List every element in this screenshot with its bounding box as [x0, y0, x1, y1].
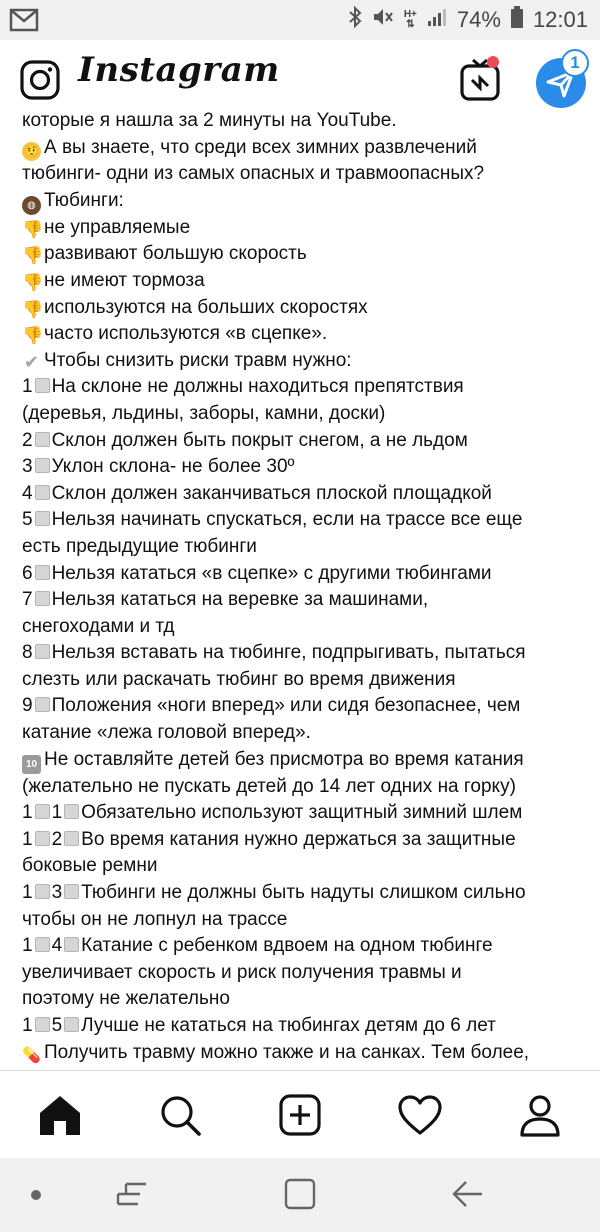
list-number: 1: [22, 882, 33, 904]
keycap-box-icon: [35, 697, 50, 712]
caption-line-text: Тюбинги:: [44, 189, 124, 211]
face-emoji-icon: 🤨: [22, 142, 41, 161]
direct-unread-badge: 1: [561, 49, 589, 77]
list-number: 5: [51, 1015, 63, 1036]
caption-line-text: часто используются «в сцепке».: [44, 323, 328, 345]
thumb-emoji-icon: 👎: [22, 219, 44, 239]
caption-line: [22, 428, 592, 455]
keycap-box-icon: [35, 591, 50, 606]
caption-line: [22, 481, 592, 508]
keycap-ten-icon: 10: [22, 755, 41, 774]
email-notification-icon: [10, 9, 38, 36]
keycap-box-icon: [35, 458, 50, 473]
caption-line: [22, 1013, 592, 1040]
signal-icon: [427, 7, 447, 33]
caption-line: [22, 907, 592, 934]
profile-icon[interactable]: [516, 1091, 564, 1139]
home-icon[interactable]: [36, 1091, 84, 1139]
caption-line-text: Склон должен заканчиваться плоской площадкой: [51, 482, 492, 504]
keycap-box-icon: [35, 644, 50, 659]
caption-line: [22, 774, 592, 801]
dot-indicator-icon: [30, 1188, 42, 1206]
caption-line-text: есть предыдущие тюбинги: [22, 535, 257, 557]
keycap-box-icon: [64, 884, 79, 899]
bottom-tab-bar: [0, 1070, 600, 1159]
keycap-box-icon: [35, 884, 50, 899]
caption-line-text: Нельзя кататься на веревке за машинами,: [51, 589, 429, 611]
caption-line-text: Во время катания нужно держаться за защитные: [81, 828, 516, 850]
caption-line-text: слезть или раскачать тюбинг во время движения: [22, 668, 456, 690]
caption-line: [22, 640, 592, 667]
list-number: 1: [22, 935, 33, 957]
camera-icon[interactable]: [20, 60, 60, 105]
caption-line-text: боковые ремни: [22, 855, 158, 877]
igtv-notification-dot: [487, 56, 499, 68]
caption-line-text: А вы знаете, что среди всех зимних развлечений: [44, 136, 477, 158]
caption-line-text: Положения «ноги вперед» или сидя безопаснее, чем: [51, 695, 521, 717]
caption-line-text: Уклон склона- не более 30º: [51, 456, 295, 478]
instagram-logo: Instagram: [78, 50, 280, 90]
keycap-box-icon: [35, 1017, 50, 1032]
caption-line-text: (желательно не пускать детей до 14 лет одних на горку): [22, 775, 516, 797]
list-number: 3: [51, 882, 63, 904]
home-nav-icon[interactable]: [284, 1176, 316, 1217]
thumb-emoji-icon: 👎: [22, 326, 44, 346]
caption-line-text: поэтому не желательно: [22, 988, 230, 1010]
list-number: 1: [22, 376, 33, 398]
keycap-box-icon: [35, 511, 50, 526]
activity-heart-icon[interactable]: [396, 1091, 444, 1139]
caption-line-text: увеличивает скорость и риск получения травмы и: [22, 961, 462, 983]
keycap-box-icon: [35, 432, 50, 447]
post-caption: [0, 110, 600, 1070]
keycap-box-icon: [35, 937, 50, 952]
caption-line: [22, 880, 592, 907]
network-type-icon: H+ ⇅: [403, 9, 417, 30]
caption-line-text: чтобы он не лопнул на трассе: [22, 908, 288, 930]
donut-emoji-icon: ◍: [22, 196, 41, 215]
thumb-emoji-icon: 👎: [22, 272, 44, 292]
caption-line-text: Нельзя начинать спускаться, если на трассе все еще: [51, 509, 523, 531]
keycap-box-icon: [35, 565, 50, 580]
list-number: 1: [22, 802, 33, 824]
caption-line: [22, 161, 592, 188]
caption-line: [22, 374, 592, 401]
keycap-box-icon: [64, 831, 79, 846]
recent-apps-icon[interactable]: [116, 1176, 148, 1217]
list-number: 6: [22, 562, 33, 584]
keycap-box-icon: [35, 485, 50, 500]
list-number: 1: [22, 828, 33, 850]
keycap-box-icon: [64, 1017, 79, 1032]
list-number: 9: [22, 695, 33, 717]
caption-line: [22, 827, 592, 854]
caption-line: [22, 215, 592, 242]
pill-emoji-icon: 💊: [22, 1046, 41, 1064]
caption-line: [22, 986, 592, 1013]
new-post-icon[interactable]: [276, 1091, 324, 1139]
keycap-box-icon: [64, 937, 79, 952]
caption-line-text: Не оставляйте детей без присмотра во время катания: [44, 748, 524, 770]
battery-percent: 74%: [456, 7, 501, 32]
system-navigation-bar: [0, 1158, 600, 1232]
list-number: 4: [22, 482, 33, 504]
keycap-box-icon: [64, 804, 79, 819]
caption-line: [22, 614, 592, 641]
caption-line: [22, 295, 592, 322]
caption-line: [22, 454, 592, 481]
caption-line: [22, 241, 592, 268]
caption-line-text: Склон должен быть покрыт снегом, а не льдом: [51, 429, 468, 451]
caption-line-text: Катание с ребенком вдвоем на одном тюбинге: [81, 935, 493, 957]
caption-line: [22, 108, 592, 135]
caption-line-text: тюбинги- одни из самых опасных и травмоопасных?: [22, 163, 485, 185]
list-number: 4: [51, 935, 63, 957]
caption-line: [22, 853, 592, 880]
caption-line-text: Нельзя вставать на тюбинге, подпрыгивать, пытаться: [51, 642, 526, 664]
caption-line: [22, 933, 592, 960]
caption-line: [22, 720, 592, 747]
thumb-emoji-icon: 👎: [22, 299, 44, 319]
caption-line: [22, 800, 592, 827]
keycap-box-icon: [35, 831, 50, 846]
caption-line-text: снегоходами и тд: [22, 615, 175, 637]
caption-line: [22, 135, 592, 162]
caption-line-text: Тюбинги не должны быть надуты слишком сильно: [81, 882, 526, 904]
check-emoji-icon: ✔: [23, 351, 40, 372]
caption-line: [22, 321, 592, 348]
caption-line: [22, 401, 592, 428]
caption-line: [22, 693, 592, 720]
caption-line: [22, 534, 592, 561]
caption-line: [22, 561, 592, 588]
search-icon[interactable]: [156, 1091, 204, 1139]
list-number: 3: [22, 456, 33, 478]
caption-line: [22, 1040, 592, 1067]
list-number: 7: [22, 589, 33, 611]
list-number: 2: [22, 429, 33, 451]
keycap-box-icon: [35, 804, 50, 819]
network-type-label: H+: [403, 9, 417, 20]
mute-icon: [372, 6, 394, 34]
status-bar: [0, 0, 600, 40]
battery-icon: [511, 6, 523, 34]
caption-line-text: катание «лежа головой вперед».: [22, 722, 311, 744]
caption-line-text: не управляемые: [44, 216, 191, 238]
list-number: 1: [22, 1015, 33, 1036]
caption-line: [22, 747, 592, 774]
caption-line-text: Чтобы снизить риски травм нужно:: [44, 349, 352, 371]
caption-line: [22, 960, 592, 987]
caption-line: [22, 667, 592, 694]
caption-line-text: Получить травму можно также и на санках. Тем более,: [44, 1041, 530, 1063]
caption-line-text: (деревья, льдины, заборы, камни, доски): [22, 402, 386, 424]
caption-line: [22, 348, 592, 375]
caption-text: [22, 108, 592, 1066]
list-number: 8: [22, 642, 33, 664]
caption-line-text: развивают большую скорость: [44, 243, 307, 265]
list-number: 2: [51, 828, 63, 850]
caption-line: [22, 188, 592, 215]
thumb-emoji-icon: 👎: [22, 246, 44, 266]
caption-line-text: Обязательно используют защитный зимний шлем: [81, 802, 523, 824]
caption-line-text: Лучше не кататься на тюбингах детям до 6 лет: [81, 1015, 496, 1036]
caption-line-text: На склоне не должны находиться препятствия: [51, 376, 464, 398]
bluetooth-icon: [348, 6, 362, 34]
caption-line-text: Нельзя кататься «в сцепке» с другими тюбингами: [51, 562, 492, 584]
caption-line: [22, 268, 592, 295]
list-number: 1: [51, 802, 63, 824]
caption-line-text: используются на больших скоростях: [44, 296, 368, 318]
back-icon[interactable]: [450, 1176, 486, 1217]
caption-line: [22, 507, 592, 534]
caption-line: [22, 587, 592, 614]
caption-line-text: не имеют тормоза: [44, 269, 205, 291]
keycap-box-icon: [35, 378, 50, 393]
caption-line-text: которые я нашла за 2 минуты на YouTube.: [22, 110, 397, 131]
list-number: 5: [22, 509, 33, 531]
clock: 12:01: [532, 7, 588, 32]
